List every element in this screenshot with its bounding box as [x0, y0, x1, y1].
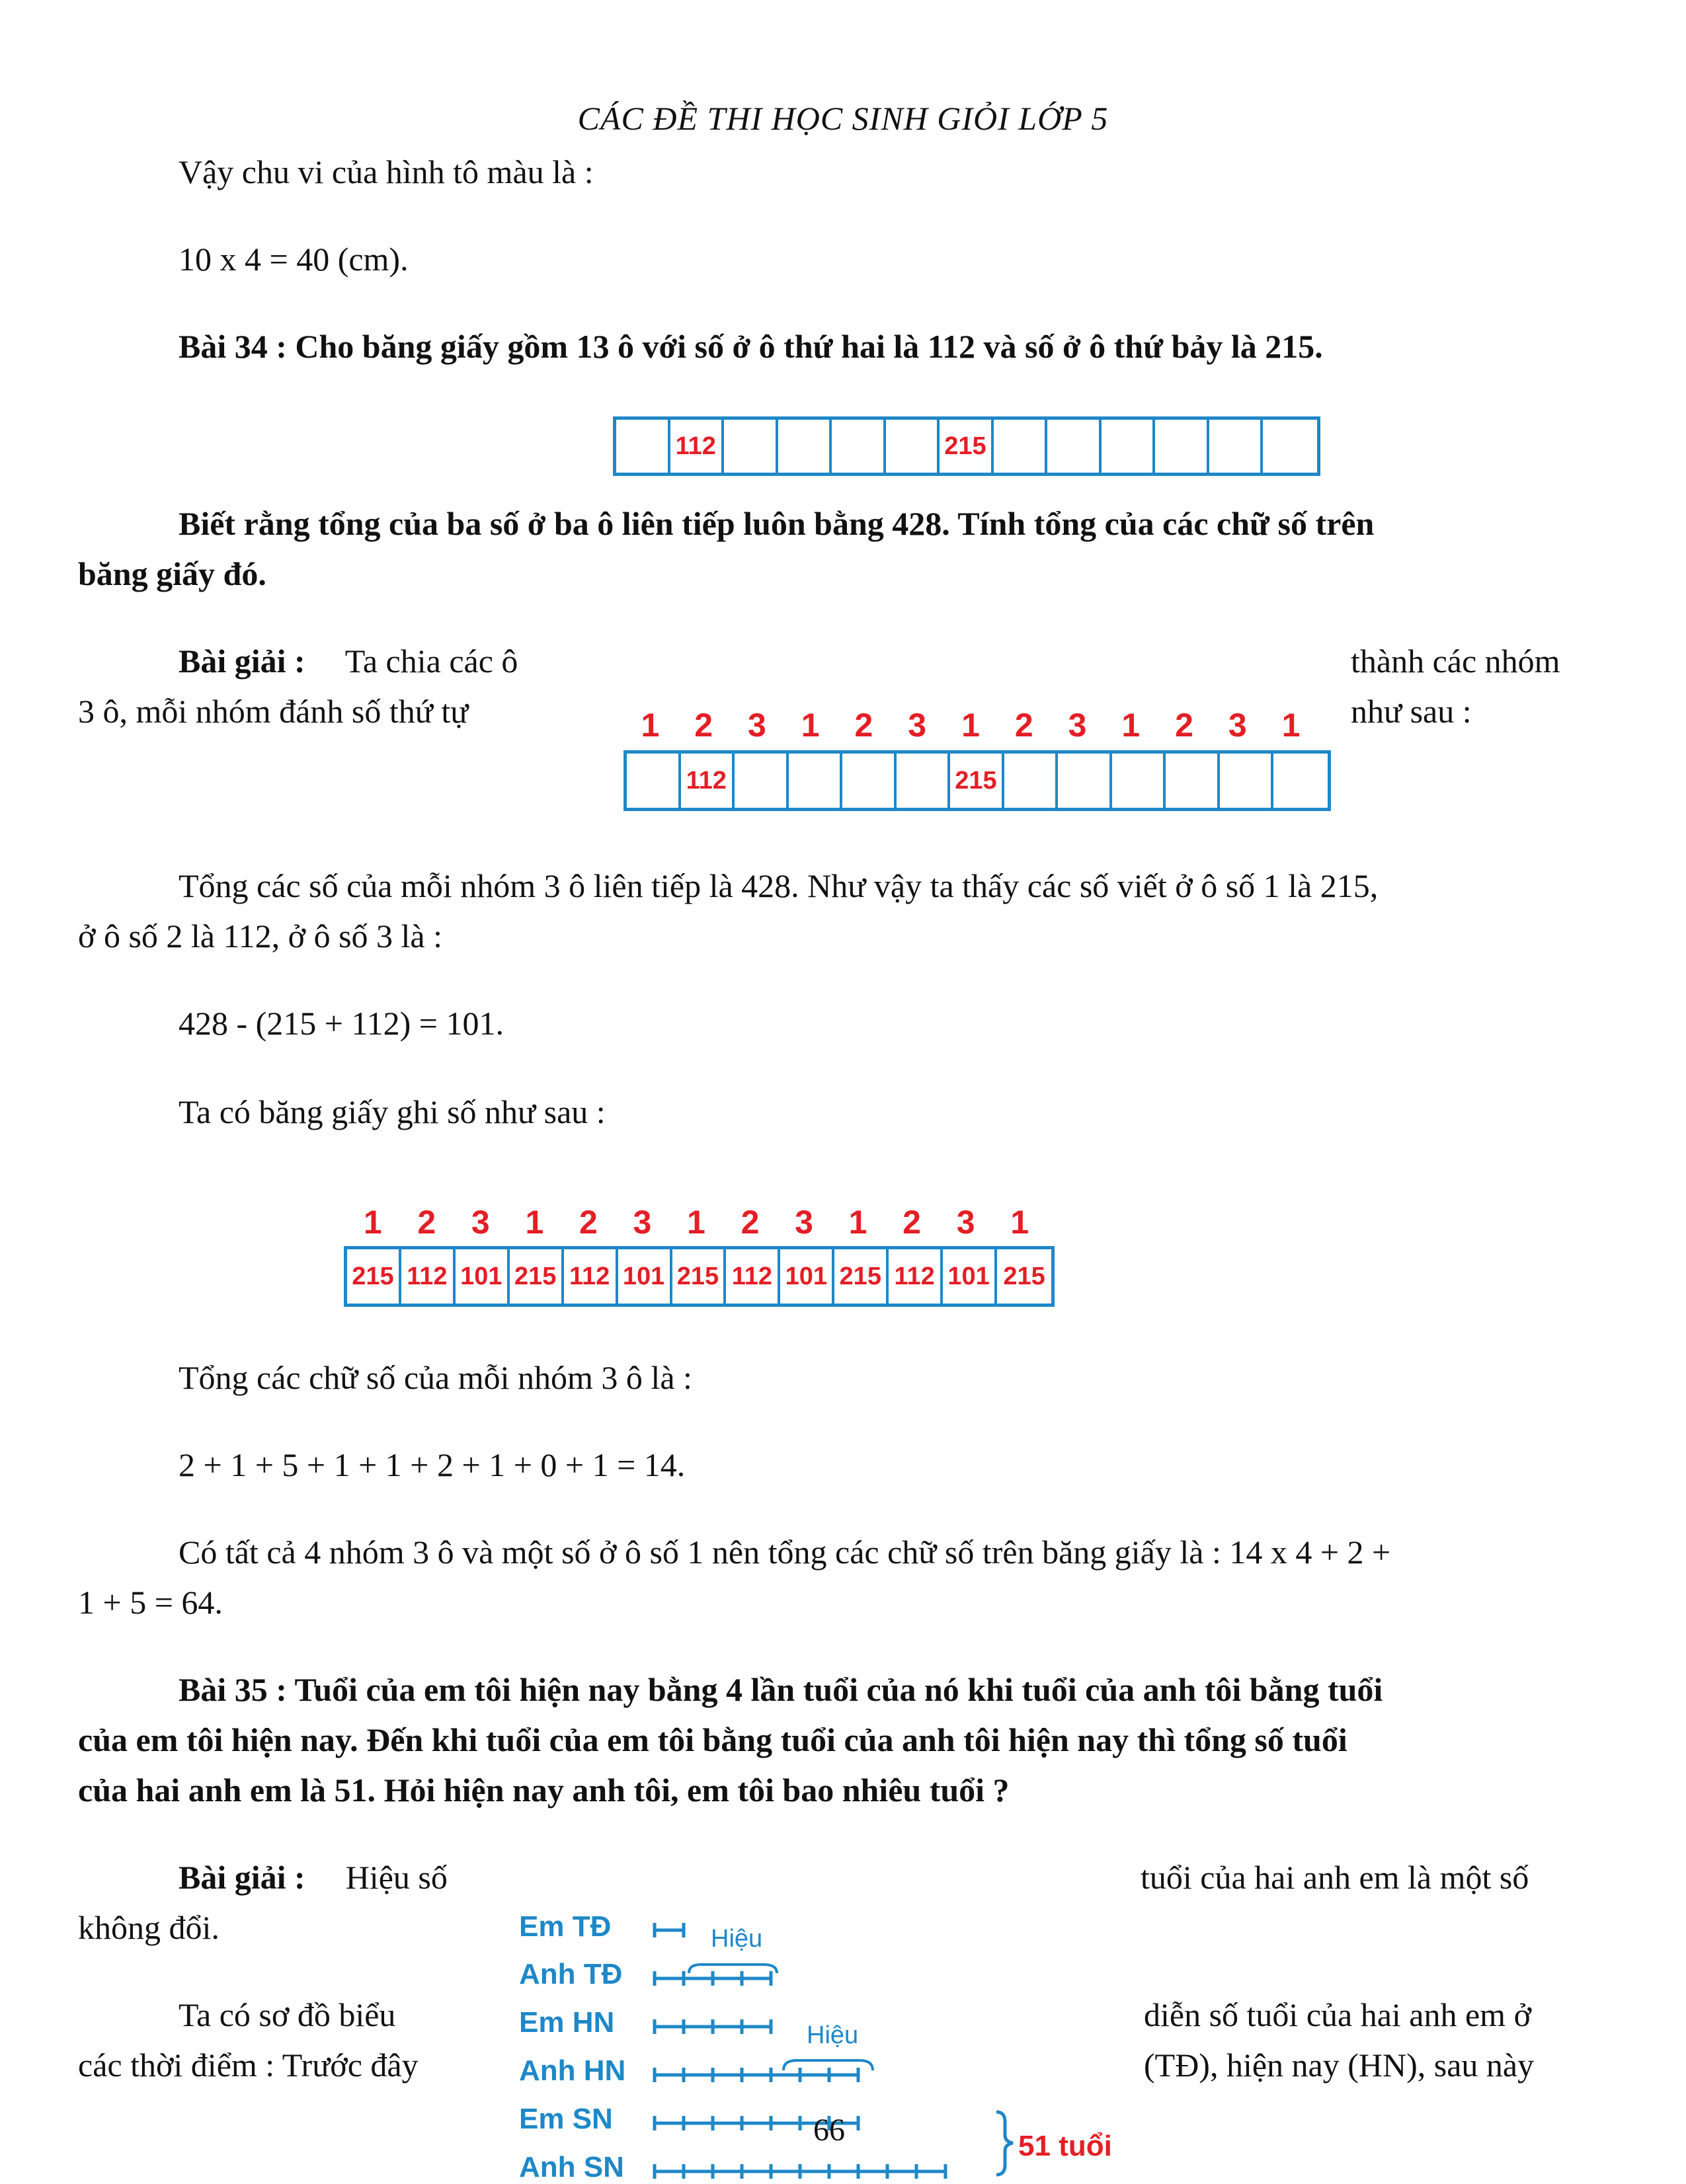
diagram-row-label: Anh TĐ [519, 1958, 623, 1990]
strip-cell: 215 [950, 754, 1004, 808]
group-index: 1 [1121, 707, 1141, 744]
strip-cell [1263, 420, 1317, 473]
group-index: 3 [956, 1204, 975, 1241]
solution-line [179, 1857, 448, 1897]
strip-cell [616, 420, 670, 473]
total-age-label: 51 tuổi [1018, 2130, 1112, 2162]
strip-cell: 101 [943, 1249, 997, 1304]
difference-label: Hiệu [807, 2021, 859, 2049]
group-index: 2 [741, 1204, 760, 1241]
solution-label: Bài giải : [179, 1859, 305, 1896]
strip-cell: 112 [889, 1249, 943, 1304]
problem-34-text: băng giấy đó. [78, 555, 266, 592]
group-index: 3 [633, 1204, 652, 1241]
strip-cell [724, 420, 778, 473]
text-line: Vậy chu vi của hình tô màu là : [179, 153, 594, 190]
strip-cell: 215 [834, 1249, 889, 1304]
group-index-row [623, 706, 1318, 744]
solution-text: Ta có sơ đồ biểu [179, 1996, 396, 2033]
text-line: 428 - (215 + 112) = 101. [179, 1005, 504, 1042]
text-line: Có tất cả 4 nhóm 3 ô và một số ở ô số 1 nên tổng các chữ số trên băng giấy là : 14 x 4 + 2 + [179, 1534, 1391, 1571]
text-line: 10 x 4 = 40 (cm). [179, 241, 409, 278]
strip-cell: 101 [780, 1249, 834, 1304]
strip-cell: 215 [510, 1249, 564, 1304]
group-index: 3 [1228, 707, 1247, 744]
solution-text: các thời điểm : Trước đây [78, 2047, 419, 2084]
solution-line [179, 641, 518, 681]
strip-cell [1047, 420, 1102, 473]
solution-text: 3 ô, mỗi nhóm đánh số thứ tự [78, 693, 469, 730]
diagram-row-label: Anh SN [519, 2151, 624, 2183]
strip-cell [897, 754, 951, 808]
strip-cell [886, 420, 940, 473]
group-index: 3 [1068, 707, 1087, 744]
text-line: ở ô số 2 là 112, ở ô số 3 là : [78, 917, 443, 955]
strip-cell: 112 [670, 420, 725, 473]
paper-strip-1 [613, 416, 1320, 476]
group-index: 1 [687, 1204, 705, 1241]
group-index-row [346, 1203, 1047, 1241]
diagram-row-label: Em TĐ [519, 1910, 612, 1943]
strip-cell: 215 [940, 420, 994, 473]
paper-strip-2 [623, 750, 1331, 811]
group-index: 1 [801, 707, 820, 744]
strip-cell [1058, 754, 1112, 808]
solution-text: không đổi. [78, 1909, 220, 1946]
text-line: Tổng các chữ số của mỗi nhóm 3 ô là : [179, 1359, 692, 1396]
difference-label: Hiệu [711, 1925, 763, 1953]
strip-cell: 215 [672, 1249, 727, 1304]
group-index: 3 [471, 1204, 490, 1241]
group-index: 1 [525, 1204, 544, 1241]
group-index: 2 [417, 1204, 436, 1241]
strip-cell: 215 [1003, 1262, 1045, 1290]
strip-cell [1166, 754, 1220, 808]
strip-cell [1112, 754, 1166, 808]
diagram-row-label: Em SN [519, 2103, 613, 2135]
group-index: 2 [1175, 707, 1193, 744]
strip-cell [842, 754, 897, 808]
group-index: 2 [579, 1204, 598, 1241]
strip-cell [1004, 754, 1059, 808]
text-line: 1 + 5 = 64. [78, 1584, 223, 1621]
group-index: 2 [694, 707, 713, 744]
strip-cell [1209, 420, 1264, 473]
strip-cell [627, 754, 681, 808]
strip-cell [994, 420, 1048, 473]
strip-cell: 215 [347, 1249, 401, 1304]
strip-cell: 101 [618, 1249, 672, 1304]
group-index: 3 [908, 707, 927, 744]
group-index: 2 [854, 707, 873, 744]
strip-cell: 112 [401, 1249, 456, 1304]
strip-cell [832, 420, 886, 473]
diagram-row-label: Anh HN [519, 2054, 626, 2087]
strip-cell [735, 754, 789, 808]
solution-text: thành các nhóm [1351, 643, 1560, 680]
problem-34-text: Biết rằng tổng của ba số ở ba ô liên tiếp luôn bằng 428. Tính tổng của các chữ số trên [179, 505, 1375, 542]
group-index: 1 [961, 707, 980, 744]
problem-35-text: của hai anh em là 51. Hỏi hiện nay anh tôi, em tôi bao nhiêu tuổi ? [78, 1772, 1010, 1809]
problem-34-title: Bài 34 : Cho băng giấy gồm 13 ô với số ở ô thứ hai là 112 và số ở ô thứ bảy là 215. [179, 328, 1323, 365]
group-index: 1 [1010, 1204, 1029, 1241]
strip-cell: 112 [726, 1249, 780, 1304]
problem-35-title: Bài 35 : Tuổi của em tôi hiện nay bằng 4 lần tuổi của nó khi tuổi của anh tôi bằng tuổi [179, 1671, 1383, 1708]
paper-strip-3 [344, 1246, 1055, 1307]
strip-cell [778, 420, 832, 473]
text-line: 2 + 1 + 5 + 1 + 1 + 2 + 1 + 0 + 1 = 14. [179, 1446, 686, 1483]
group-index: 3 [795, 1204, 813, 1241]
difference-brace [689, 1965, 777, 1973]
text-line: Ta có băng giấy ghi số như sau : [179, 1093, 606, 1130]
strip-cell [1220, 754, 1274, 808]
text-line: Tổng các số của mỗi nhóm 3 ô liên tiếp là 428. Như vậy ta thấy các số viết ở ô số 1 là 215, [179, 867, 1379, 904]
solution-text: như sau : [1351, 693, 1472, 730]
strip-cell [1273, 754, 1328, 808]
solution-text: diễn số tuổi của hai anh em ở [1144, 1996, 1532, 2033]
page-number: 66 [813, 2113, 845, 2148]
group-index: 1 [641, 707, 660, 744]
total-brace [996, 2112, 1013, 2175]
group-index: 2 [1014, 707, 1033, 744]
strip-cell [789, 754, 843, 808]
solution-text: (TĐ), hiện nay (HN), sau này [1144, 2047, 1535, 2084]
solution-text: Ta chia các ô [344, 643, 518, 680]
strip-cell: 112 [681, 754, 735, 808]
strip-cell: 112 [564, 1249, 618, 1304]
diagram-row-label: Em HN [519, 2006, 615, 2039]
group-index: 1 [363, 1204, 382, 1241]
group-index: 1 [848, 1204, 867, 1241]
page-header: CÁC ĐỀ THI HỌC SINH GIỎI LỚP 5 [577, 100, 1109, 137]
group-index: 2 [903, 1204, 921, 1241]
solution-text: tuổi của hai anh em là một số [1141, 1859, 1529, 1896]
strip-cell [1155, 420, 1209, 473]
group-index: 3 [748, 707, 766, 744]
strip-cell [1102, 420, 1156, 473]
solution-label: Bài giải : [179, 643, 305, 680]
strip-cell: 101 [456, 1249, 510, 1304]
group-index: 1 [1281, 707, 1301, 744]
solution-text: Hiệu số [345, 1859, 448, 1896]
problem-35-text: của em tôi hiện nay. Đến khi tuổi của em tôi bằng tuổi của anh tôi hiện nay thì tổng số tuổi [78, 1721, 1347, 1758]
